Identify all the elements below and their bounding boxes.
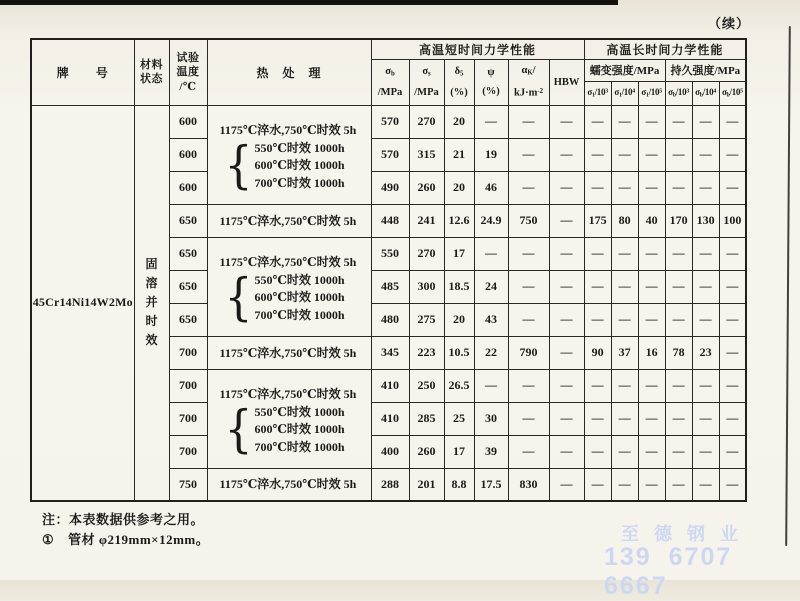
data-cell: — xyxy=(549,105,584,138)
data-cell: 270 xyxy=(409,105,444,138)
data-cell: — xyxy=(611,468,638,501)
data-cell: — xyxy=(719,435,746,468)
data-cell: 17.5 xyxy=(474,468,508,501)
col-header-sigma-s: $\sigma_s$ /MPa xyxy=(409,59,444,105)
data-cell: 80 xyxy=(611,204,638,237)
col-header-rupture-1e3: $\sigma_b/10^3$ xyxy=(665,81,692,105)
data-cell: — xyxy=(692,138,719,171)
data-cell: 22 xyxy=(474,336,508,369)
footnote-general xyxy=(42,509,204,528)
brace-glyph: { xyxy=(224,400,253,459)
data-cell: 241 xyxy=(409,204,444,237)
data-cell: 400 xyxy=(371,435,409,468)
heat-treatment-cell: 1175℃淬水,750℃时效 5h { 550℃时效 1000h 600℃时效 1000h 700℃时效 1000h xyxy=(207,105,371,204)
test-temperature-cell: 700 xyxy=(169,369,207,402)
data-cell: — xyxy=(665,435,692,468)
test-temperature-cell: 700 xyxy=(169,336,207,369)
data-cell: — xyxy=(611,270,638,303)
data-cell: — xyxy=(719,270,746,303)
data-cell: 26.5 xyxy=(444,369,474,402)
data-cell: — xyxy=(611,171,638,204)
data-cell: — xyxy=(638,369,665,402)
data-cell: 570 xyxy=(371,138,409,171)
data-cell: — xyxy=(584,237,611,270)
data-cell: 39 xyxy=(474,435,508,468)
data-cell: — xyxy=(638,468,665,501)
data-cell: — xyxy=(638,402,665,435)
data-cell: 78 xyxy=(665,336,692,369)
data-cell: — xyxy=(719,336,746,369)
group-header-short-time-properties: 高温短时间力学性能 xyxy=(371,39,584,59)
data-cell: — xyxy=(549,270,584,303)
data-cell: — xyxy=(584,138,611,171)
data-cell: — xyxy=(692,435,719,468)
data-cell: — xyxy=(508,105,549,138)
data-cell: — xyxy=(584,171,611,204)
data-cell: 485 xyxy=(371,270,409,303)
col-header-sigma-b: $\sigma_b$ /MPa xyxy=(371,59,409,105)
heat-treatment-cell: 1175℃淬水,750℃时效 5h xyxy=(207,204,371,237)
data-cell: — xyxy=(638,303,665,336)
group-header-rupture-strength: 持久强度/MPa xyxy=(665,59,746,81)
data-cell: — xyxy=(584,402,611,435)
heat-treatment-cell: 1175℃淬水,750℃时效 5h xyxy=(207,468,371,501)
data-cell: — xyxy=(611,402,638,435)
col-header-heat-treatment: 热 处 理 xyxy=(207,39,371,105)
data-cell: — xyxy=(719,468,746,501)
data-cell: — xyxy=(611,303,638,336)
data-cell: 315 xyxy=(409,138,444,171)
data-cell: 223 xyxy=(409,336,444,369)
data-cell: — xyxy=(665,171,692,204)
data-cell: — xyxy=(692,105,719,138)
col-header-creep-1e5: $\sigma_1/10^5$ xyxy=(638,81,665,105)
data-cell: 410 xyxy=(371,402,409,435)
data-cell: — xyxy=(611,138,638,171)
data-cell: — xyxy=(549,369,584,402)
watermark-phone-number: 139 6707 6667 xyxy=(604,543,733,600)
data-cell: — xyxy=(584,468,611,501)
data-cell: — xyxy=(719,138,746,171)
table-row xyxy=(31,105,746,138)
data-cell: 19 xyxy=(474,138,508,171)
data-cell: 20 xyxy=(444,105,474,138)
data-cell: — xyxy=(638,270,665,303)
data-cell: 90 xyxy=(584,336,611,369)
watermark-company-name: 至德钢业 xyxy=(621,524,753,544)
test-temperature-cell: 650 xyxy=(169,303,207,336)
scan-top-edge-artifact xyxy=(0,0,618,5)
test-temp-line: 温度 xyxy=(176,66,200,78)
data-cell: — xyxy=(665,105,692,138)
group-header-creep-strength: 蠕变强度/MPa xyxy=(584,59,665,81)
data-cell: 345 xyxy=(371,336,409,369)
col-header-creep-1e3: $\sigma_1/10^3$ xyxy=(584,81,611,105)
data-cell: 260 xyxy=(409,171,444,204)
data-cell: — xyxy=(638,105,665,138)
brand-cell: 45Cr14Ni14W2Mo xyxy=(31,105,134,501)
data-cell: — xyxy=(508,402,549,435)
data-cell: 18.5 xyxy=(444,270,474,303)
data-cell: 23 xyxy=(692,336,719,369)
data-cell: 17 xyxy=(444,237,474,270)
test-temperature-cell: 750 xyxy=(169,468,207,501)
heat-treatment-cell: 1175℃淬水,750℃时效 5h { 550℃时效 1000h 600℃时效 1000h 700℃时效 1000h xyxy=(207,369,371,468)
data-cell: 285 xyxy=(409,402,444,435)
data-cell: 25 xyxy=(444,402,474,435)
table-body xyxy=(31,105,746,501)
data-cell: — xyxy=(665,369,692,402)
data-cell: — xyxy=(611,369,638,402)
data-cell: — xyxy=(549,435,584,468)
header-row-groups xyxy=(31,39,746,59)
footnote-text: 管材 φ219mm×12mm。 xyxy=(68,532,210,547)
data-cell: — xyxy=(665,303,692,336)
data-cell: — xyxy=(474,237,508,270)
data-cell: 288 xyxy=(371,468,409,501)
data-cell: 46 xyxy=(474,171,508,204)
page-edge-line-artifact xyxy=(785,26,791,546)
data-cell: 20 xyxy=(444,171,474,204)
data-cell: — xyxy=(549,138,584,171)
test-temperature-cell: 600 xyxy=(169,138,207,171)
data-cell: — xyxy=(719,402,746,435)
footnote-circled-one: ① xyxy=(42,532,55,547)
footnote-pipe-size xyxy=(42,529,209,548)
data-cell: 8.8 xyxy=(444,468,474,501)
data-cell: 37 xyxy=(611,336,638,369)
heat-treatment-cell: 1175℃淬水,750℃时效 5h xyxy=(207,336,371,369)
continued-label: （续） xyxy=(708,16,751,31)
group-header-long-time-properties: 高温长时间力学性能 xyxy=(584,39,746,59)
data-cell: — xyxy=(549,336,584,369)
data-cell: — xyxy=(665,270,692,303)
data-cell: — xyxy=(719,237,746,270)
data-cell: — xyxy=(719,303,746,336)
material-state-line: 材料 xyxy=(140,58,163,71)
data-cell: 480 xyxy=(371,303,409,336)
brace-glyph: { xyxy=(224,136,253,195)
test-temperature-cell: 650 xyxy=(169,204,207,237)
col-header-psi: ψ (%) xyxy=(474,59,508,105)
data-cell: — xyxy=(719,369,746,402)
brace-glyph: { xyxy=(224,268,253,327)
heat-treatment-cell: 1175℃淬水,750℃时效 5h { 550℃时效 1000h 600℃时效 1000h 700℃时效 1000h xyxy=(207,237,371,336)
footnote-text: 本表数据供参考之用。 xyxy=(69,512,205,527)
data-cell: 270 xyxy=(409,237,444,270)
col-header-rupture-1e4: $\sigma_b/10^4$ xyxy=(692,81,719,105)
data-cell: 201 xyxy=(409,468,444,501)
data-cell: — xyxy=(719,171,746,204)
data-cell: 170 xyxy=(665,204,692,237)
data-cell: 24.9 xyxy=(474,204,508,237)
mechanical-properties-table xyxy=(30,38,747,502)
data-cell: — xyxy=(692,468,719,501)
data-cell: 410 xyxy=(371,369,409,402)
data-cell: — xyxy=(508,237,549,270)
col-header-brand: 牌 号 xyxy=(31,39,134,105)
data-cell: 175 xyxy=(584,204,611,237)
data-cell: — xyxy=(508,369,549,402)
data-cell: — xyxy=(549,303,584,336)
data-cell: 250 xyxy=(409,369,444,402)
data-cell: — xyxy=(638,171,665,204)
data-cell: 275 xyxy=(409,303,444,336)
data-cell: — xyxy=(508,270,549,303)
data-cell: — xyxy=(638,138,665,171)
data-cell: 260 xyxy=(409,435,444,468)
col-header-delta5: $\delta_5$ (%) xyxy=(444,59,474,105)
data-cell: 16 xyxy=(638,336,665,369)
data-cell: 790 xyxy=(508,336,549,369)
data-cell: 17 xyxy=(444,435,474,468)
material-state-line: 状态 xyxy=(140,73,163,86)
data-cell: — xyxy=(638,237,665,270)
data-cell: — xyxy=(611,237,638,270)
data-cell: 750 xyxy=(508,204,549,237)
data-cell: — xyxy=(474,369,508,402)
data-cell: — xyxy=(584,303,611,336)
test-temperature-cell: 600 xyxy=(169,105,207,138)
data-cell: 448 xyxy=(371,204,409,237)
data-cell: — xyxy=(638,435,665,468)
test-temperature-cell: 650 xyxy=(169,270,207,303)
test-temperature-cell: 700 xyxy=(169,402,207,435)
footnote-label: 注： xyxy=(42,512,70,527)
col-header-alpha-k: $\alpha_K/$ $kJ\cdot m^{-2}$ xyxy=(508,59,549,105)
data-cell: — xyxy=(584,369,611,402)
test-temp-line: 试验 xyxy=(176,51,200,64)
data-cell: 43 xyxy=(474,303,508,336)
data-cell: 570 xyxy=(371,105,409,138)
data-cell: — xyxy=(508,435,549,468)
test-temperature-cell: 650 xyxy=(169,237,207,270)
data-cell: 12.6 xyxy=(444,204,474,237)
data-cell: — xyxy=(549,171,584,204)
data-cell: — xyxy=(665,138,692,171)
data-cell: — xyxy=(692,237,719,270)
test-temp-line: /℃ xyxy=(179,80,197,93)
data-cell: — xyxy=(508,171,549,204)
data-cell: — xyxy=(665,237,692,270)
data-cell: 20 xyxy=(444,303,474,336)
data-cell: — xyxy=(719,105,746,138)
col-header-material-state xyxy=(134,39,169,105)
material-state-cell: 固 溶 并 时 效 xyxy=(134,105,169,501)
data-cell: 490 xyxy=(371,171,409,204)
col-header-creep-1e4: $\sigma_1/10^4$ xyxy=(611,81,638,105)
data-cell: 830 xyxy=(508,468,549,501)
data-cell: — xyxy=(508,303,549,336)
data-cell: 21 xyxy=(444,138,474,171)
data-cell: — xyxy=(584,105,611,138)
data-cell: — xyxy=(508,138,549,171)
data-cell: 130 xyxy=(692,204,719,237)
data-cell: — xyxy=(665,468,692,501)
data-cell: — xyxy=(549,468,584,501)
test-temperature-cell: 600 xyxy=(169,171,207,204)
data-cell: — xyxy=(692,369,719,402)
data-cell: — xyxy=(549,204,584,237)
col-header-hbw: HBW xyxy=(549,59,584,105)
data-cell: 550 xyxy=(371,237,409,270)
col-header-test-temperature xyxy=(169,39,207,105)
data-cell: — xyxy=(584,270,611,303)
data-cell: 100 xyxy=(719,204,746,237)
data-cell: 10.5 xyxy=(444,336,474,369)
data-cell: — xyxy=(692,303,719,336)
data-cell: 40 xyxy=(638,204,665,237)
data-cell: — xyxy=(584,435,611,468)
data-cell: — xyxy=(692,270,719,303)
data-cell: — xyxy=(611,105,638,138)
col-header-rupture-1e5: $\sigma_b/10^5$ xyxy=(719,81,746,105)
data-cell: — xyxy=(692,402,719,435)
test-temperature-cell: 700 xyxy=(169,435,207,468)
data-cell: — xyxy=(474,105,508,138)
data-cell: 30 xyxy=(474,402,508,435)
data-cell: 24 xyxy=(474,270,508,303)
data-cell: — xyxy=(549,237,584,270)
data-cell: — xyxy=(692,171,719,204)
data-cell: — xyxy=(665,402,692,435)
data-cell: — xyxy=(549,402,584,435)
data-cell: — xyxy=(611,435,638,468)
data-cell: 300 xyxy=(409,270,444,303)
